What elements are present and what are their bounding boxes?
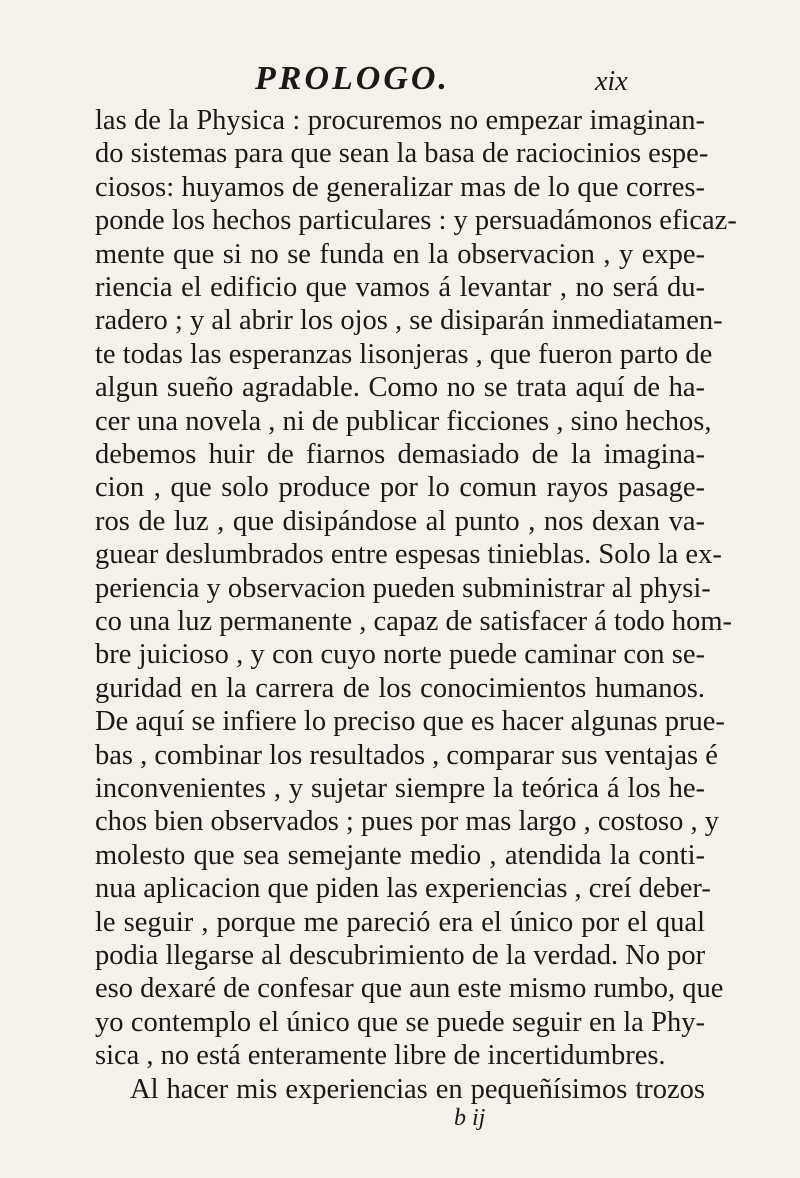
text-line: ponde los hechos particulares : y persuadámonos eficaz-	[95, 205, 737, 237]
running-title: PROLOGO.	[255, 60, 450, 97]
text-line: bas , combinar los resultados , comparar sus ventajas é	[95, 739, 718, 771]
text-line: molesto que sea semejante medio , atendida la conti-	[95, 839, 705, 871]
text-line: ros de luz , que disipándose al punto , nos dexan va-	[95, 505, 705, 537]
text-line: guear deslumbrados entre espesas tinieblas. Solo la ex-	[95, 539, 722, 571]
page-number: xix	[595, 66, 628, 97]
text-line: riencia el edificio que vamos á levantar , no será du-	[95, 272, 705, 303]
text-line: las de la Physica : procuremos no empezar imaginan-	[95, 105, 705, 136]
text-line: mente que si no se funda en la observacion , y expe-	[95, 238, 705, 270]
text-line: cer una novela , ni de publicar ficciones , sino hechos,	[95, 405, 712, 437]
text-line: nua aplicacion que piden las experiencias , creí deber-	[95, 873, 711, 905]
text-line: inconvenientes , y sujetar siempre la teórica á los he-	[95, 773, 705, 804]
text-line: guridad en la carrera de los conocimientos humanos.	[95, 672, 705, 704]
text-line: te todas las esperanzas lisonjeras , que fueron parto de	[95, 338, 713, 370]
text-line: algun sueño agradable. Como no se trata aquí de ha-	[95, 372, 705, 404]
text-line: ciosos: huyamos de generalizar mas de lo que corres-	[95, 171, 705, 203]
text-line: radero ; y al abrir los ojos , se disiparán inmediatamen-	[95, 305, 723, 337]
text-line: bre juicioso , y con cuyo norte puede caminar con se-	[95, 639, 705, 671]
text-line: co una luz permanente , capaz de satisfacer á todo hom-	[95, 606, 732, 637]
running-head	[0, 60, 800, 100]
text-line: chos bien observados ; pues por mas largo , costoso , y	[95, 806, 720, 838]
text-line: De aquí se infiere lo preciso que es hacer algunas prue-	[95, 706, 725, 738]
text-line: Al hacer mis experiencias en pequeñísimos trozos	[130, 1073, 705, 1105]
text-line: yo contemplo el único que se puede seguir en la Phy-	[95, 1006, 705, 1038]
text-line: cion , que solo produce por lo comun rayos pasage-	[95, 472, 705, 504]
signature-mark: b ij	[454, 1105, 486, 1131]
text-line: podia llegarse al descubrimiento de la verdad. No por	[95, 940, 706, 971]
text-line: le seguir , porque me pareció era el único por el qual	[95, 906, 705, 938]
text-line: do sistemas para que sean la basa de raciocinios espe-	[95, 138, 709, 170]
text-line: sica , no está enteramente libre de incertidumbres.	[95, 1040, 666, 1072]
text-line: eso dexaré de confesar que aun este mismo rumbo, que	[95, 973, 724, 1005]
text-line: periencia y observacion pueden subministrar al physi-	[95, 572, 711, 604]
text-line: debemos huir de fiarnos demasiado de la imagina-	[95, 439, 705, 470]
